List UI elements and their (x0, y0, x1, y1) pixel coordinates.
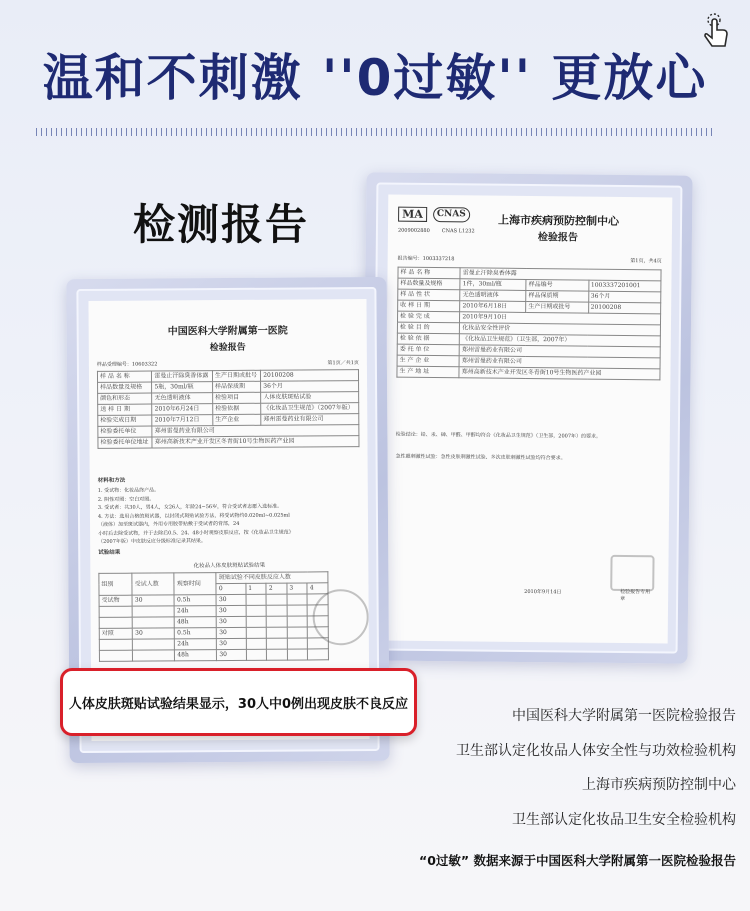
method-line: 小时后去除受试物，并于去除后0.5、24、48小时观察皮肤反应，按《化妆品卫生规范》 (98, 529, 294, 537)
method-line: （液体）加至斑试器内，外用专用胶带贴敷于受试者的背部，24 (98, 520, 240, 528)
hand-tap-icon (699, 12, 733, 52)
right-report-frame (361, 172, 692, 663)
right-report-org: 上海市疾病预防控制中心 (498, 213, 620, 228)
left-result-label: 试验结果 (98, 549, 121, 556)
left-result-table: 组别 受试人数 观察时间 斑贴试验不同皮肤反应人数 0 1 2 3 4 受试物 30 0.5h 30 24h 30 48h 30 对照 30 0.5h 30 24h 30 48h 30 (98, 571, 329, 662)
right-conclusion-1: 检验结论：铅、汞、砷、甲醛、甲醇均符合《化妆品卫生规范》（卫生部，2007年）的要求。 (395, 431, 602, 440)
right-report-table: 样 品 名 称 雷曼止汗除臭香体露 样品数量及规格 1件，30ml/瓶 样品编号 1003337201001 样 品 性 状 无色透明液体 样品保质期 36个月 收 样 日 期 2010年6月18日 生产日期或批号 20100208 检 验 完 成 2010年9月10日 检 验 目 的 化妆品安全性评价 检 验 依 据 《化妆品卫生规范》（卫生部，2007年） 委 托 单 位 郑州雷曼药业有限公司 生 产 企 业 郑州雷曼药业有限公司 生 产 地 址 郑州高新技术产业开发区冬青街10号生物医药产业园 (396, 267, 661, 381)
institution-item: 上海市疾病预防控制中心 (582, 777, 736, 793)
cnas-badge: CNAS (433, 207, 470, 222)
left-sample-no: 样品受理编号：10603322 (96, 361, 158, 368)
right-report-no: 报告编号：1003337218 (397, 255, 455, 263)
left-report-hospital: 中国医科大学附属第一医院 (167, 325, 288, 338)
result-callout: 人体皮肤斑贴试验结果显示，30人中0例出现皮肤不良反应 (60, 668, 417, 736)
right-conclusion-2: 急性眼刺激性试验：急性皮肤刺激性试验、多次皮肤刺激性试验均符合要求。 (395, 453, 566, 462)
method-line: 3. 受试者：共30人，男4人，女26人，年龄24~56岁，符合受试者志愿入选标准。 (97, 503, 283, 511)
badge-code-cnas: CNAS L1232 (441, 228, 475, 235)
left-method-title: 材料和方法 (97, 477, 126, 484)
left-page-no: 第1页／共1页 (327, 360, 359, 367)
decorative-tick-ruler (36, 128, 714, 136)
method-line: 4. 方法：选用合格的斑试器，以封闭式斑贴试验方法，将受试物约0.020ml~0.025ml (97, 512, 290, 520)
right-official-stamp (610, 555, 654, 591)
left-result-table-title: 化妆品人体皮肤斑贴试验结果 (193, 562, 266, 570)
institution-list (456, 704, 736, 842)
method-line: 1. 受试物：化妆品终产品。 (97, 487, 160, 494)
right-page-no: 第1页，共4页 (630, 258, 662, 265)
left-report-table: 样 品 名 称 雷曼止汗除臭香体露 生产日期或批号 20100208 样品数量及规格 5瓶，30ml/瓶 样品保质期 36个月 颜色和形态 无色透明液体 检验项目 人体皮肤斑贴试验 送 样 日 期 2010年6月24日 检验依据 《化妆品卫生规范》（2007年版） 检验完成日期 2010年7月12日 生产企业 郑州雷曼药业有限公司 检验委托单位 郑州雷曼药业有限公司 检验委托单位地址 郑州高新技术产业开发区冬青街10号生物医药产业园 (97, 369, 360, 449)
method-line: （2007年版）中皮肤反应分级标准记录其结果。 (98, 538, 206, 545)
right-sign-date: 2010年9月14日 (524, 588, 562, 596)
method-line: 2. 阴性对照：空白对照。 (97, 496, 155, 503)
headline: 温和不刺激 ''0过敏'' 更放心 (42, 49, 708, 107)
institution-item: 中国医科大学附属第一医院检验报告 (512, 708, 736, 724)
institution-item: 卫生部认定化妆品人体安全性与功效检验机构 (456, 742, 736, 759)
left-report-title: 检验报告 (209, 342, 246, 354)
left-official-stamp (312, 589, 368, 645)
ma-badge: MA (398, 207, 427, 222)
right-report-title: 检验报告 (537, 232, 578, 244)
right-report-paper (384, 195, 673, 644)
section-title: 检测报告 (133, 200, 310, 249)
data-source-footnote: “0过敏” 数据来源于中国医科大学附属第一医院检验报告 (419, 853, 736, 868)
right-stamp-label: 检验报告专用章 (620, 588, 651, 603)
badge-code-ma: 2009002880 (397, 227, 430, 234)
institution-item: 卫生部认定化妆品卫生安全检验机构 (512, 811, 736, 828)
